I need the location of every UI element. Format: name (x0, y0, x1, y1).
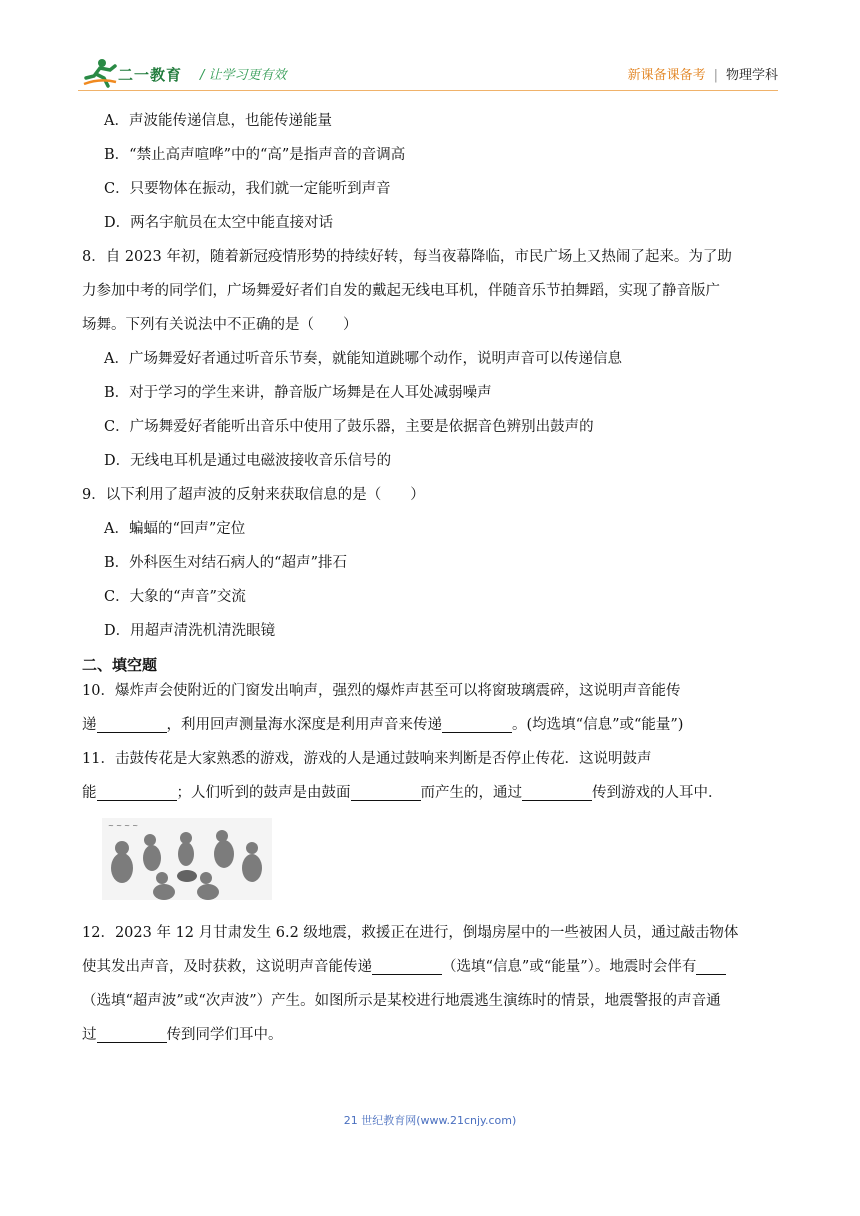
page-footer[interactable]: 21 世纪教育网(www.21cnjy.com) (343, 1114, 517, 1127)
q10-text-3: 。(均选填“信息”或“能量”) (512, 717, 684, 733)
q8-option-b: B．对于学习的学生来讲，静音版广场舞是在人耳处减弱噪声 (104, 385, 492, 401)
q10-blank-2[interactable] (442, 714, 512, 733)
q8-option-a: A．广场舞爱好者通过听音乐节奏，就能知道跳哪个动作，说明声音可以传递信息 (104, 351, 622, 367)
q12-blank-1[interactable] (372, 956, 442, 975)
slogan: / 让学习更有效 (200, 68, 287, 83)
q12-blank-2[interactable] (696, 956, 726, 975)
q11-text-4: 传到游戏的人耳中． (592, 785, 723, 801)
header-separator: | (713, 68, 718, 83)
q12-blank-3[interactable] (97, 1024, 167, 1043)
q10-line-2 (82, 712, 782, 746)
logo (82, 58, 202, 88)
q8-stem-line-2: 力参加中考的同学们，广场舞爱好者们自发的戴起无线电耳机，伴随音乐节拍舞蹈，实现了静音版广 (82, 283, 720, 299)
q12-line-2 (82, 954, 782, 988)
q10-blank-1[interactable] (97, 714, 167, 733)
header-divider (78, 90, 778, 91)
q9-stem: 9．以下利用了超声波的反射来获取信息的是（ ） (82, 487, 425, 503)
header-right (628, 64, 778, 83)
q7-option-a: A．声波能传递信息，也能传递能量 (104, 113, 332, 129)
document-body (82, 108, 782, 1056)
q12-text-6: 传到同学们耳中。 (166, 1027, 283, 1043)
q11-blank-1[interactable] (97, 782, 177, 801)
q8-stem-line-1: 8．自 2023 年初，随着新冠疫情形势的持续好转，每当夜幕降临，市民广场上又热闹了起来。为了助 (82, 249, 732, 265)
q11-text-2: ；人们听到的鼓声是由鼓面 (176, 785, 351, 801)
section-title: 二、填空题 (82, 656, 158, 674)
q11-blank-3[interactable] (522, 782, 592, 801)
q10-text-2: ，利用回声测量海水深度是利用声音来传递 (166, 717, 442, 733)
q12-line-3: （选填“超声波”或“次声波”）产生。如图所示是某校进行地震逃生演练时的情景，地震警报的声音通 (82, 993, 721, 1009)
q12-text-3: （选填“信息”或“能量”）。地震时会伴有 (442, 959, 697, 975)
q12-text-2: 使其发出声音，及时获救，这说明声音能传递 (82, 959, 372, 975)
q9-option-d: D．用超声清洗机清洗眼镜 (104, 623, 276, 639)
q7-option-c: C．只要物体在振动，我们就一定能听到声音 (104, 181, 391, 197)
svg-text:~ ~ ~ ~: ~ ~ ~ ~ (108, 822, 139, 830)
subject-label: 物理学科 (725, 68, 778, 83)
runner-logo-icon (82, 58, 118, 88)
q11-text-1: 能 (82, 785, 97, 801)
drum-game-illustration (102, 818, 272, 900)
q8-option-c: C．广场舞爱好者能听出音乐中使用了鼓乐器，主要是依据音色辨别出鼓声的 (104, 419, 594, 435)
q9-option-b: B．外科医生对结石病人的“超声”排石 (104, 555, 347, 571)
q11-text-3: 而产生的，通过 (420, 785, 522, 801)
q10-line-1: 10．爆炸声会使附近的门窗发出响声，强烈的爆炸声甚至可以将窗玻璃震碎，这说明声音能传 (82, 683, 681, 699)
q12-text-5: 过 (82, 1027, 97, 1043)
course-label: 新课备课备考 (627, 68, 706, 83)
q9-option-c: C．大象的“声音”交流 (104, 589, 246, 605)
q8-option-d: D．无线电耳机是通过电磁波接收音乐信号的 (104, 453, 392, 469)
q10-text-1: 递 (82, 717, 97, 733)
q7-option-b: B．“禁止高声喧哗”中的“高”是指声音的音调高 (104, 147, 406, 163)
logo-text: 二一教育 (118, 66, 183, 84)
page-header (78, 56, 778, 92)
q8-stem-line-3: 场舞。下列有关说法中不正确的是（ ） (82, 317, 358, 333)
q12-line-4 (82, 1022, 782, 1056)
q12-line-1: 12．2023 年 12 月甘肃发生 6.2 级地震，救援正在进行，倒塌房屋中的一些被困人员，通过敲击物体 (82, 925, 739, 941)
q11-line-2 (82, 780, 782, 814)
q7-option-d: D．两名宇航员在太空中能直接对话 (104, 215, 334, 231)
q11-line-1: 11．击鼓传花是大家熟悉的游戏，游戏的人是通过鼓响来判断是否停止传花．这说明鼓声 (82, 751, 652, 767)
q11-blank-2[interactable] (351, 782, 421, 801)
q9-option-a: A．蝙蝠的“回声”定位 (104, 521, 246, 537)
